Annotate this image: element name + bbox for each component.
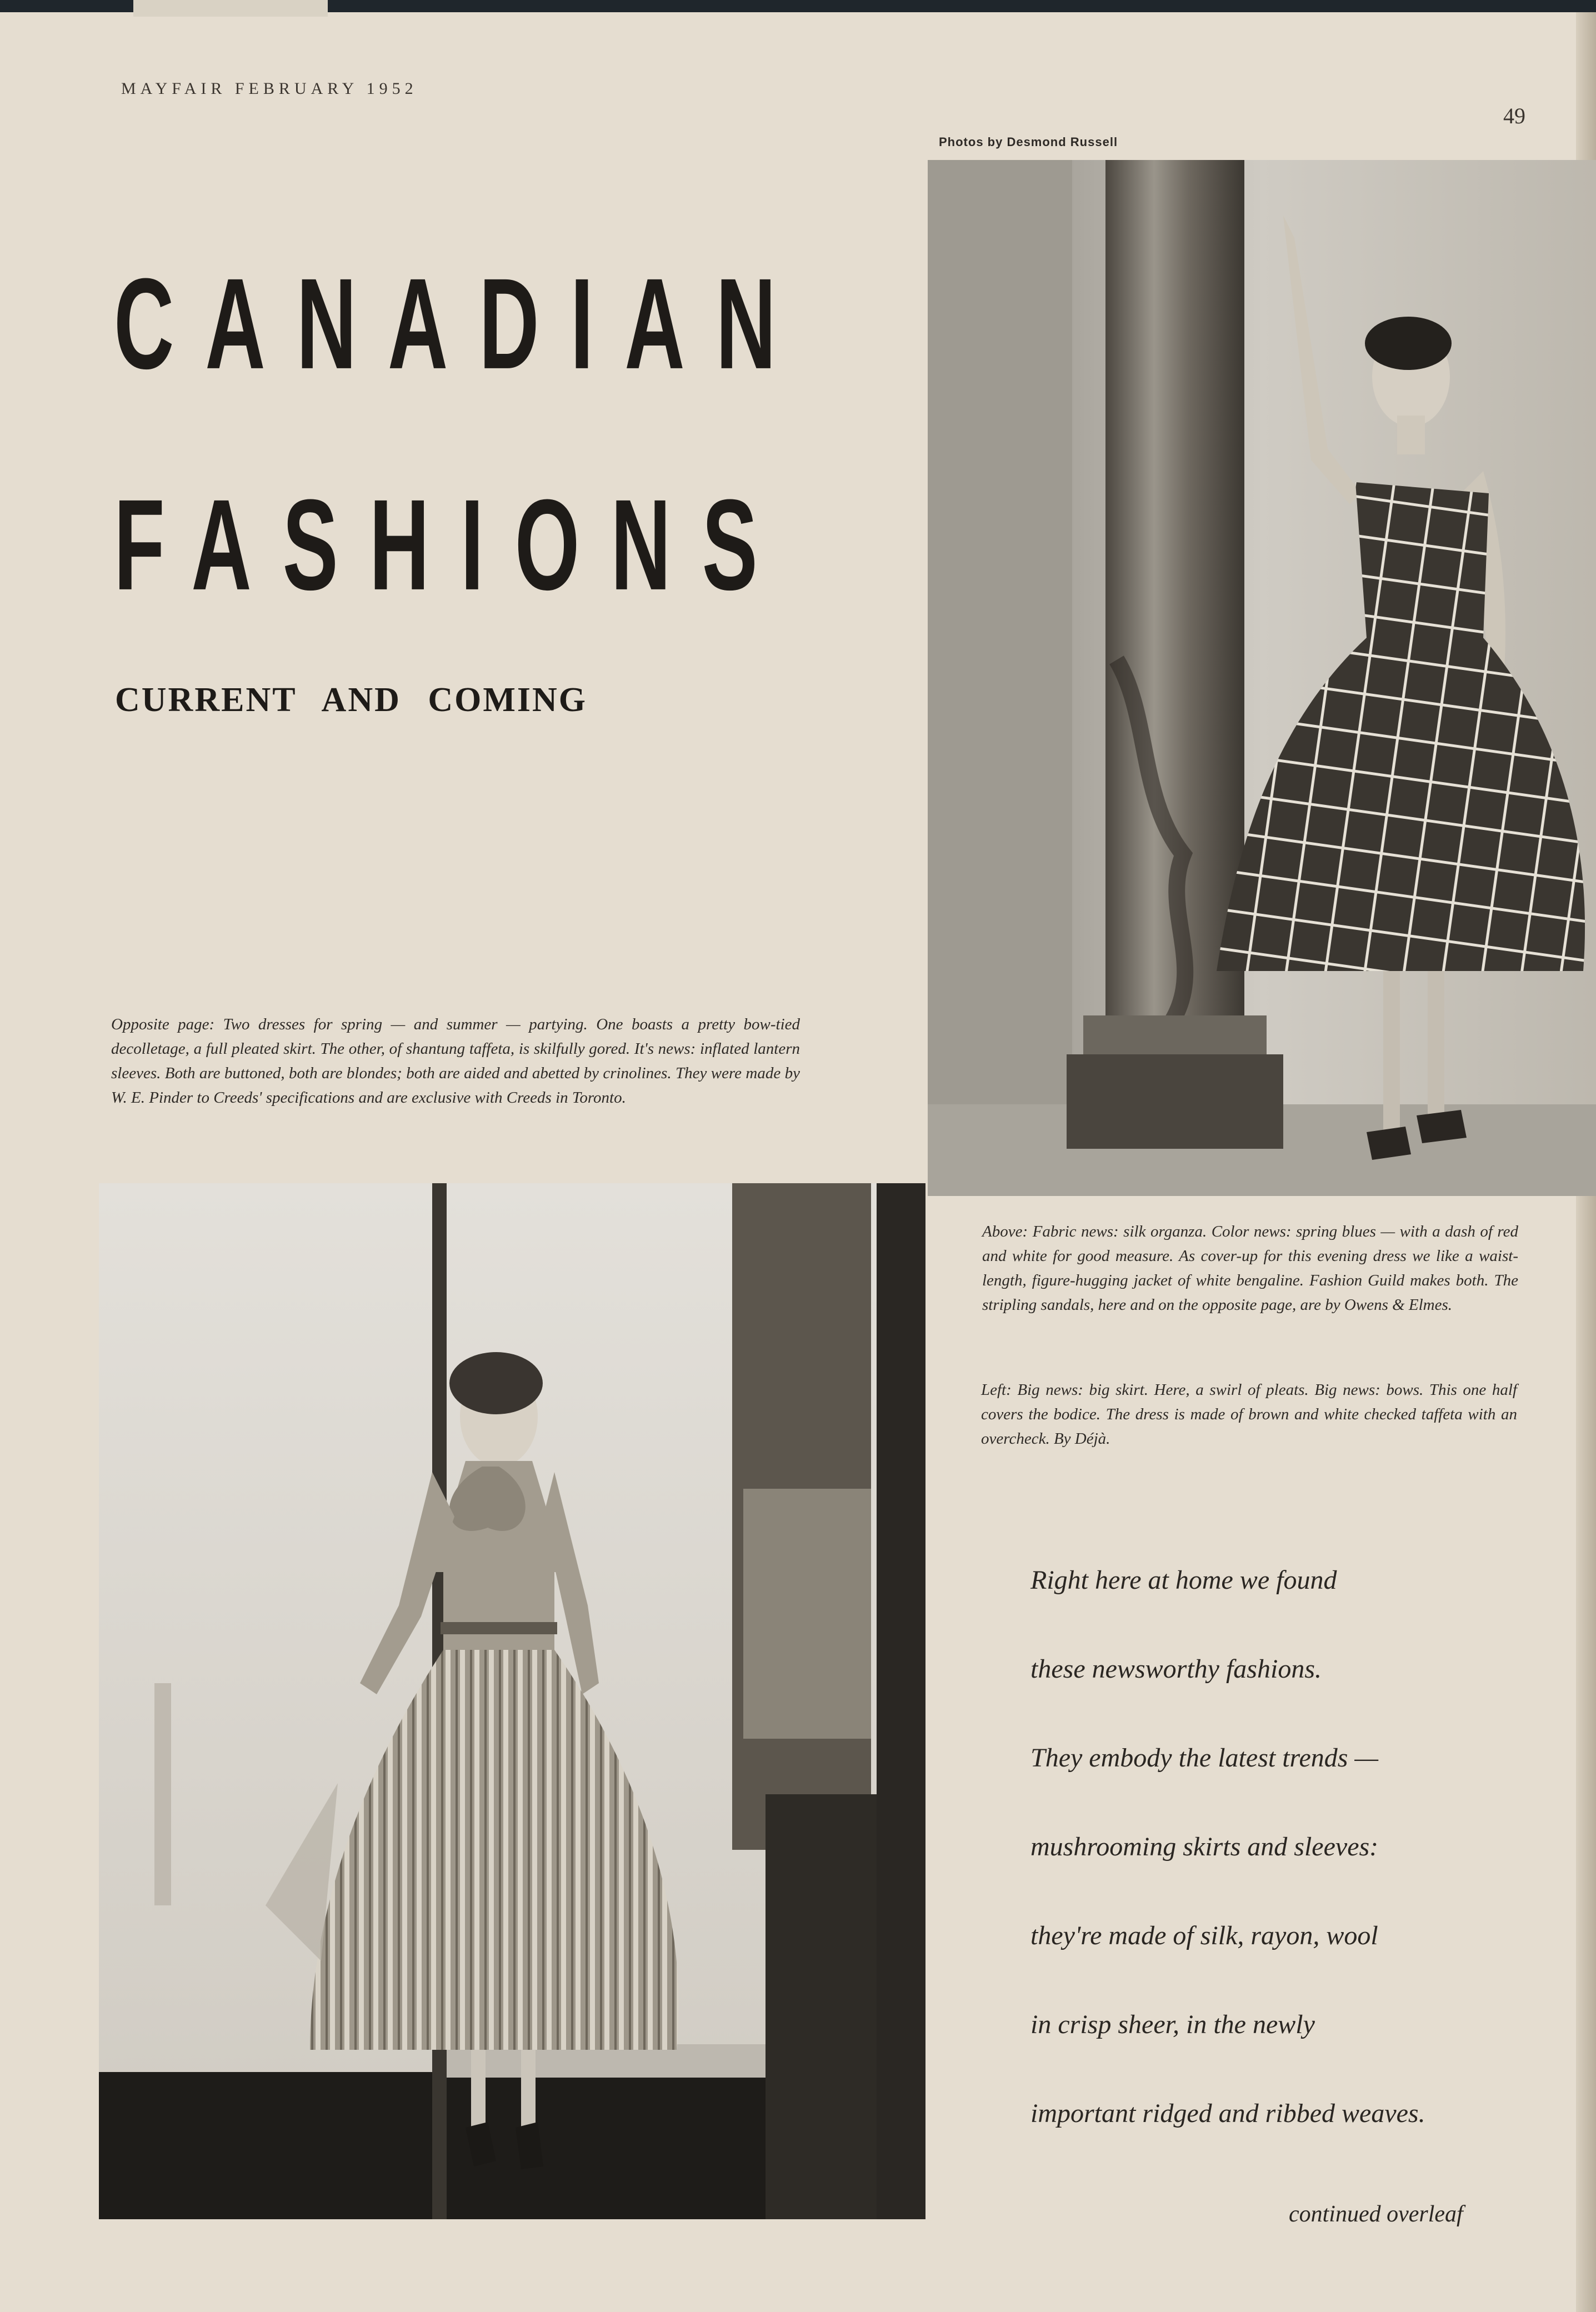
caption-opposite-page: Opposite page: Two dresses for spring — and summer — partying. One boasts a pretty bow-tied decolletage, a full pleated skirt. The other, of shantung taffeta, is skilfully gored. It's news: inflated lantern sleeves. Both are buttoned, both are blondes; both are aided and abetted by crinolines. They were made by W. E. Pinder to Creeds' specifications and are exclusive with Creeds in Toronto. bbox=[111, 1015, 800, 1107]
headline-line-1: CANADIAN bbox=[114, 251, 807, 396]
photo-pleated-dress-doorway bbox=[99, 1183, 925, 2219]
caption-above: Above: Fabric news: silk organza. Color news: spring blues — with a dash of red and white for good measure. As cover-up for this evening dress we like a waist-length, figure-hugging jacket of white bengaline. Fashion Guild makes both. The stripling sandals, here and on the opposite page, are by Owens & Elmes. bbox=[982, 1223, 1518, 1314]
subheadline: CURRENT AND COMING bbox=[115, 681, 588, 719]
running-head: MAYFAIR FEBRUARY 1952 bbox=[121, 79, 418, 98]
headline-line-2: FASHIONS bbox=[114, 472, 789, 617]
caption-left: Left: Big news: big skirt. Here, a swirl of pleats. Big news: bows. This one half covers the bodice. The dress is made of brown and white checked taffeta with an overcheck. By Déjà. bbox=[981, 1381, 1517, 1448]
verse-line: important ridged and ribbed weaves. bbox=[1030, 2099, 1425, 2128]
photo-strapless-dress-column bbox=[928, 160, 1596, 1196]
verse-line: They embody the latest trends — bbox=[1030, 1743, 1379, 1773]
verse-line: they're made of silk, rayon, wool bbox=[1030, 1921, 1378, 1950]
verse-line: mushrooming skirts and sleeves: bbox=[1030, 1832, 1379, 1861]
verse-line: these newsworthy fashions. bbox=[1030, 1654, 1322, 1684]
page-number: 49 bbox=[1503, 103, 1525, 128]
photo-credit: Photos by Desmond Russell bbox=[939, 135, 1118, 149]
continued-overleaf[interactable]: continued overleaf bbox=[1289, 2201, 1463, 2227]
intro-verse bbox=[1030, 1555, 1530, 2178]
page-tab bbox=[133, 0, 328, 17]
verse-line: Right here at home we found bbox=[1030, 1565, 1337, 1595]
verse-line: in crisp sheer, in the newly bbox=[1030, 2010, 1315, 2039]
